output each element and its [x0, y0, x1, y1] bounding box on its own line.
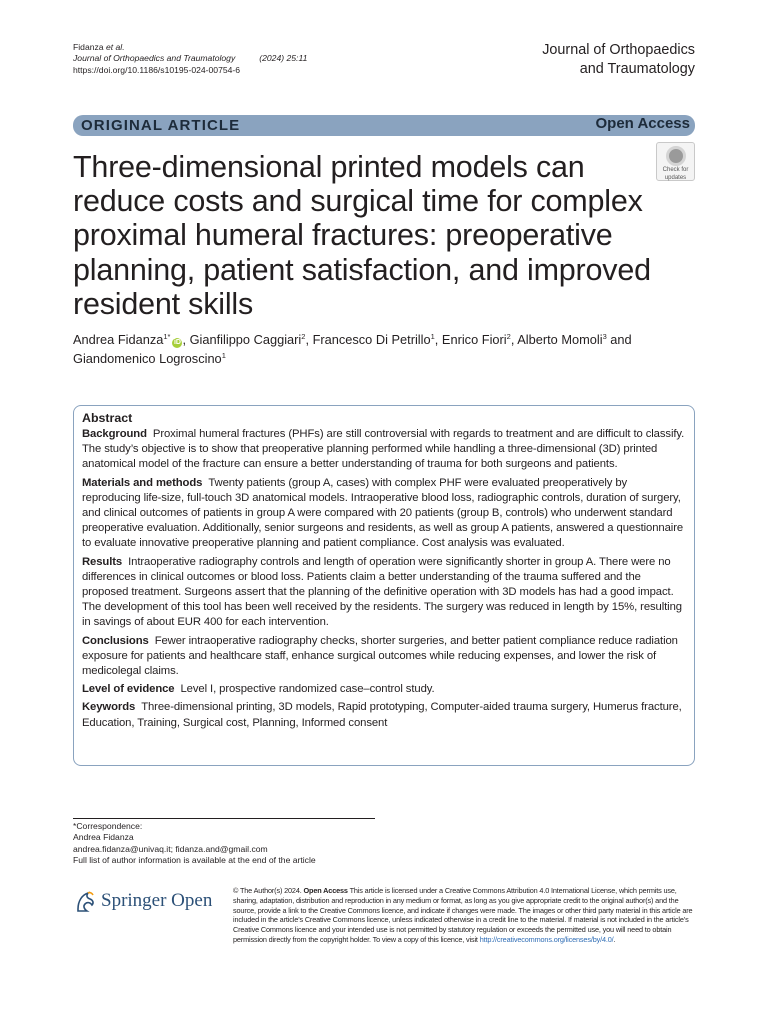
abstract-keywords: Keywords Three-dimensional printing, 3D models, Rapid prototyping, Computer-aided trauma surgery, Humerus fracture, Education, Training, Surgical cost, Planning, Informed consent [82, 701, 682, 729]
correspondence-note: *Correspondence: Andrea Fidanza andrea.fidanza@univaq.it; fidanza.and@gmail.com Full list of author information is available at the end of the article [73, 821, 316, 865]
check-for-updates-icon [666, 146, 686, 166]
license-link[interactable]: http://creativecommons.org/licenses/by/4.0/ [479, 934, 614, 944]
open-access-label: Open Access [595, 115, 690, 132]
running-header [73, 42, 307, 76]
article-type: ORIGINAL ARTICLE [81, 117, 241, 134]
orcid-icon[interactable]: iD [173, 339, 181, 346]
abstract-level-of-evidence: Level of evidence Level I, prospective randomized case–control study. [82, 683, 435, 696]
author-name[interactable]: Francesco Di Petrillo [312, 332, 431, 347]
abstract-box [73, 405, 695, 766]
abstract-background: Background Proximal humeral fractures (PHFs) are still controversial with regards to treatment and are difficult to classify. The study’s objective is to show that preoperative planning performed while handling a three-dimensional (3D) printed anatomical model of the fracture can ensure a better understanding of trauma for both surgeons and patients. [82, 428, 685, 471]
article-title: Three-dimensional printed models can reduce costs and surgical time for complex proximal humeral fractures: preoperative planning, patient satisfaction, and improved resident skills [73, 150, 651, 321]
author-name[interactable]: Andrea Fidanza [73, 332, 164, 347]
author-name[interactable]: Alberto Momoli [517, 332, 603, 347]
springer-horse-icon [73, 889, 99, 915]
running-header-citation: Journal of Orthopaedics and Traumatology (2024) 25:11 [73, 53, 308, 64]
author-name[interactable]: Gianfilippo Caggiari [189, 332, 302, 347]
springer-open-logo[interactable]: Springer Open [73, 889, 223, 915]
check-for-updates-badge[interactable]: Check for updates [656, 142, 695, 181]
running-header-authors: Fidanza et al. [73, 42, 125, 52]
abstract-conclusions: Conclusions Fewer intraoperative radiography checks, shorter surgeries, and better patient compliance reduce radiation exposure for patients and healthcare staff, enhance surgical outcomes while reducing expenses, and lower the risk of medicolegal claims. [82, 634, 678, 678]
article-type-banner [73, 115, 695, 136]
abstract-methods: Materials and methods Twenty patients (group A, cases) with complex PHF were evaluated preoperatively by reproducing life-size, full-touch 3D anatomical models. Intraoperative blood loss, radiographic controls, duration of surgery, and clinical outcomes of patients in group A were compared with 20 patients (group B, controls) who underwent standard preoperative evaluation. Additionally, senior surgeons and residents, as well as group A patients, answered a questionnaire to evaluate innovative preoperative planning and patient compliance. Cost analysis was evaluated. [82, 476, 684, 550]
footnote-divider [73, 818, 375, 819]
license-text: © The Author(s) 2024. Open Access This article is licensed under a Creative Commons Attribution 4.0 International License, which permits use, sharing, adaptation, distribution and reproduction in any medium or format, as long as you give appropriate credit to the original author(s) and the source, provide a link to the Creative Commons licence, and indicate if changes were made. The images or other third party material in this article are included in the article’s Creative Commons licence, unless indicated otherwise in a credit line to the material. If material is not included in the article’s Creative Commons licence and your intended use is not permitted by statutory regulation or exceeds the permitted use, you will need to obtain permission directly from the copyright holder. To view a copy of this licence, visit http://creativecommons.org/licenses/by/4.0/. [233, 886, 693, 944]
author-name[interactable]: Giandomenico Logroscino [73, 351, 222, 366]
author-list: Andrea Fidanza$^{1*}$iD , Gianfilippo Caggiari$^2$, Francesco Di Petrillo$^1$, Enrico Fiori$^2$, Alberto Momoli$^3$ and Giandomenico Logroscino$^1$ [73, 332, 632, 366]
doi-link[interactable]: https://doi.org/10.1186/s10195-024-00754-6 [73, 64, 241, 75]
author-name[interactable]: Enrico Fiori [441, 332, 507, 347]
abstract-heading: Abstract [82, 411, 133, 425]
journal-name: Journal of Orthopaedics and Traumatology [542, 42, 695, 77]
correspondence-emails[interactable]: andrea.fidanza@univaq.it; fidanza.and@gmail.com [73, 843, 268, 854]
abstract-results: Results Intraoperative radiography controls and length of operation were significantly shorter in group A. There were no differences in clinical outcomes or blood loss. Patients claim a better understanding of the trauma suffered and the proposed treatment. Surgeons assert that the planning of the definitive operation with 3D models has had a good impact. The development of this tool has been well received by the residents. The surgery was reduced in length by 15%, resulting in savings of about EUR 400 for each intervention. [82, 555, 682, 629]
